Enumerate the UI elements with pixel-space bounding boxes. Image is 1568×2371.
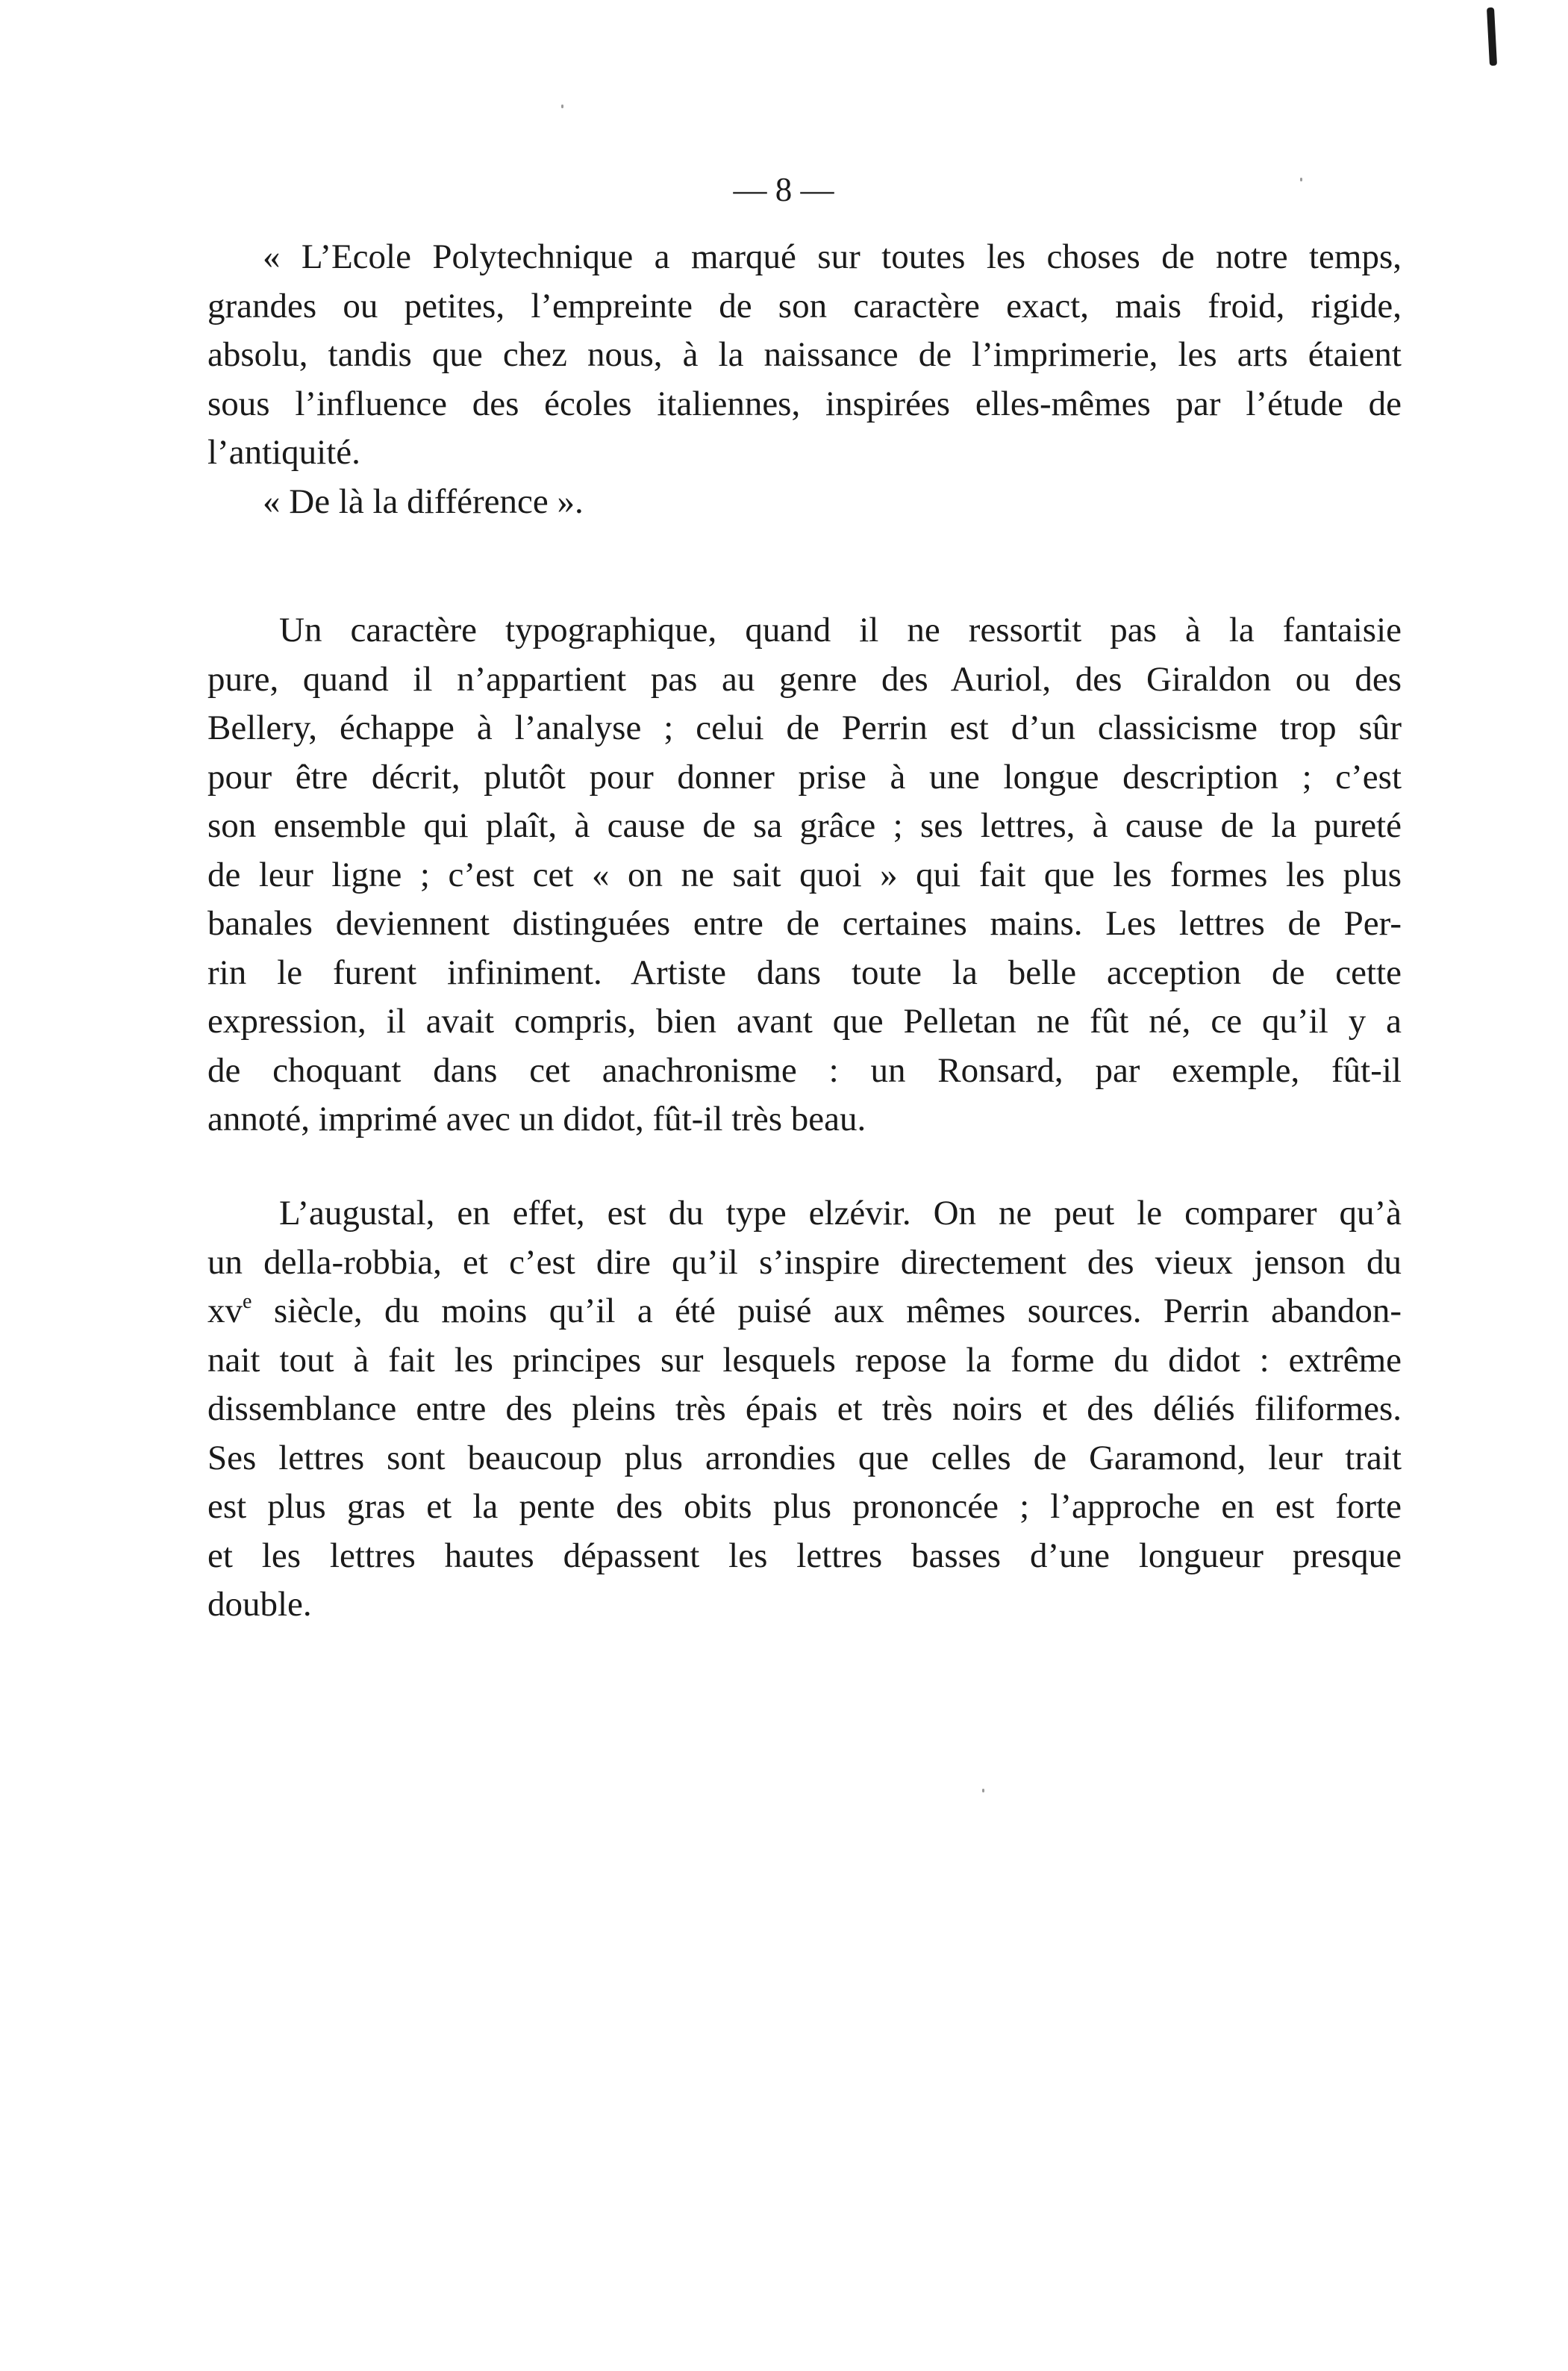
century-numeral: xv [207, 1292, 243, 1330]
text-line: expression, il avait compris, bien avant que Pelletan ne fût né, ce qu’il y a [207, 1002, 1402, 1041]
text-line: sous l’influence des écoles italiennes, inspirées elles-mêmes par l’étude de [207, 384, 1402, 423]
quote-closing: « De là la différence ». [263, 482, 584, 521]
text-line: Ses lettres sont beaucoup plus arrondies que celles de Garamond, leur trait [207, 1438, 1402, 1477]
text-line: dissemblance entre des pleins très épais et très noirs et des déliés filiformes. [207, 1389, 1402, 1428]
text-line: pour être décrit, plutôt pour donner prise à une longue description ; c’est [207, 757, 1402, 797]
text-line: L’augustal, en effet, est du type elzévir. On ne peut le comparer qu’à [279, 1194, 1402, 1233]
quote-paragraph [207, 233, 1402, 526]
text-line-rest: siècle, du moins qu’il a été puisé aux mêmes sources. Perrin abandon- [252, 1292, 1402, 1330]
text-line: double. [207, 1585, 312, 1624]
body-paragraph [207, 1189, 1402, 1630]
text-line: un della-robbia, et c’est dire qu’il s’inspire directement des vieux jenson du [207, 1242, 1402, 1282]
ordinal-superscript: e [243, 1290, 252, 1314]
text-line: de choquant dans cet anachronisme : un Ronsard, par exemple, fût-il [207, 1050, 1402, 1090]
body-paragraph [207, 606, 1402, 1144]
text-line: rin le furent infiniment. Artiste dans toute la belle acception de cette [207, 953, 1402, 992]
text-line: l’antiquité. [207, 433, 360, 472]
text-line: et les lettres hautes dépassent les lettres basses d’une longueur presque [207, 1536, 1402, 1575]
text-line: absolu, tandis que chez nous, à la naissance de l’imprimerie, les arts étaient [207, 335, 1402, 374]
text-line: banales deviennent distinguées entre de certaines mains. Les lettres de Per- [207, 904, 1402, 943]
text-line: Bellery, échappe à l’analyse ; celui de Perrin est d’un classicisme trop sûr [207, 708, 1402, 747]
scan-edge-mark [1487, 7, 1497, 66]
text-line: de leur ligne ; c’est cet « on ne sait quoi » qui fait que les formes les plus [207, 855, 1402, 894]
text-line: pure, quand il n’appartient pas au genre des Auriol, des Giraldon ou des [207, 659, 1402, 699]
scan-speck [1300, 178, 1302, 181]
text-line: son ensemble qui plaît, à cause de sa grâce ; ses lettres, à cause de la pureté [207, 806, 1402, 845]
text-line: nait tout à fait les principes sur lesquels repose la forme du didot : extrême [207, 1340, 1402, 1380]
scan-speck [561, 105, 563, 108]
scan-speck [982, 1789, 984, 1792]
text-line [207, 1287, 1402, 1336]
text-line: est plus gras et la pente des obits plus prononcée ; l’approche en est forte [207, 1487, 1402, 1526]
page-number: — 8 — [733, 171, 834, 208]
text-line: grandes ou petites, l’empreinte de son caractère exact, mais froid, rigide, [207, 286, 1402, 325]
text-line: Un caractère typographique, quand il ne ressortit pas à la fantaisie [279, 611, 1402, 649]
text-line: annoté, imprimé avec un didot, fût-il très beau. [207, 1100, 866, 1138]
text-line: « L’Ecole Polytechnique a marqué sur toutes les choses de notre temps, [263, 237, 1402, 276]
